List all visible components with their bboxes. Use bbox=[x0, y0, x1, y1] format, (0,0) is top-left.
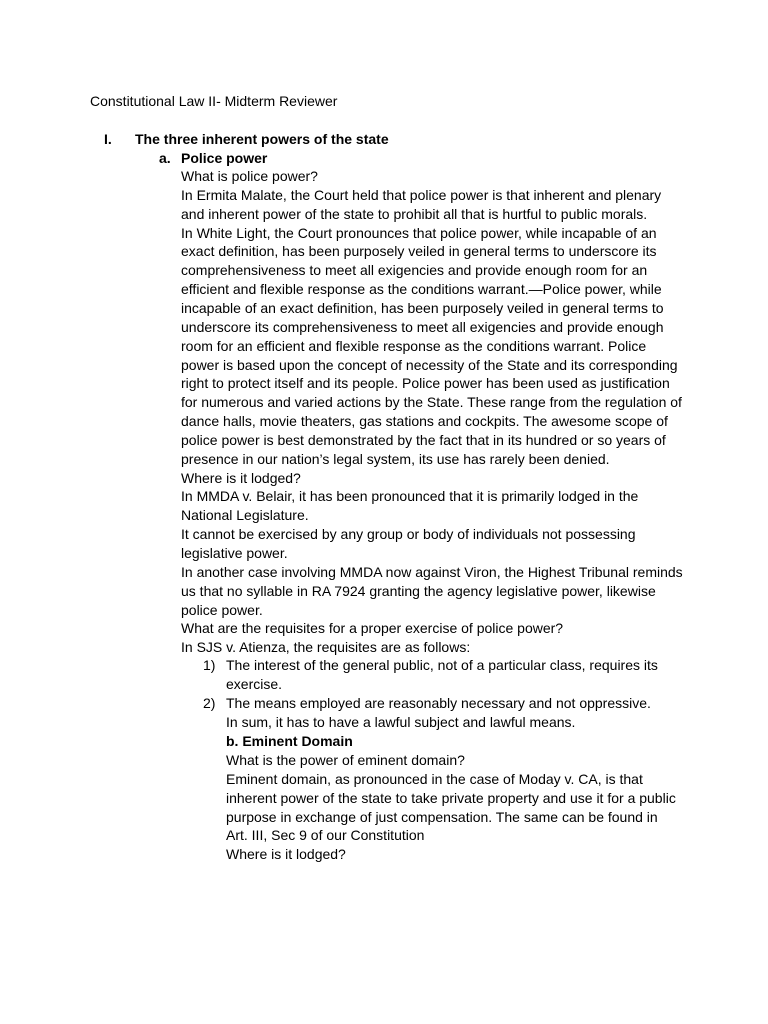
paragraph-line: inherent power of the state to take private property and use it for a public bbox=[226, 789, 676, 806]
paragraph-line: National Legislature. bbox=[181, 507, 309, 524]
paragraph-line: In Ermita Malate, the Court held that police power is that inherent and plenary bbox=[181, 186, 662, 203]
paragraph-line: right to protect itself and its people. Police power has been used as justification bbox=[181, 375, 670, 392]
paragraph-line: us that no syllable in RA 7924 granting the agency legislative power, likewise bbox=[181, 582, 656, 599]
paragraph-line: incapable of an exact definition, has been purposely veiled in general terms to bbox=[181, 299, 664, 316]
paragraph-line: Art. III, Sec 9 of our Constitution bbox=[226, 827, 425, 844]
paragraph-line: Eminent domain, as pronounced in the case of Moday v. CA, is that bbox=[226, 770, 643, 787]
requisite-1-number: 1) bbox=[203, 657, 216, 673]
section-heading: The three inherent powers of the state bbox=[135, 131, 389, 147]
section-numeral: I. bbox=[104, 131, 112, 147]
requisite-1-text: The interest of the general public, not of a particular class, requires its bbox=[226, 657, 658, 673]
paragraph-line: police power. bbox=[181, 601, 263, 618]
paragraph-line: presence in our nation’s legal system, its use has rarely been denied. bbox=[181, 450, 610, 467]
summary-line: In sum, it has to have a lawful subject and lawful means. bbox=[226, 714, 576, 730]
paragraph-line: room for an efficient and flexible response as the conditions warrant. Police bbox=[181, 337, 647, 354]
paragraph-line: comprehensiveness to meet all exigencies and provide enough room for an bbox=[181, 262, 648, 279]
paragraph-line: police power is best demonstrated by the fact that in its hundred or so years of bbox=[181, 431, 666, 448]
paragraph-line: What is police power? bbox=[181, 168, 318, 184]
paragraph-line: Where is it lodged? bbox=[226, 846, 346, 863]
requisite-1-text-cont: exercise. bbox=[226, 676, 283, 692]
paragraph-line: In SJS v. Atienza, the requisites are as follows: bbox=[181, 639, 471, 656]
paragraph-line: underscore its comprehensiveness to meet all exigencies and provide enough bbox=[181, 318, 664, 335]
paragraph-line: What are the requisites for a proper exercise of police power? bbox=[181, 620, 564, 637]
paragraph-line: In another case involving MMDA now against Viron, the Highest Tribunal reminds bbox=[181, 563, 683, 580]
subsection-a-heading: Police power bbox=[181, 150, 268, 166]
requisite-2-number: 2) bbox=[203, 695, 216, 711]
paragraph-line: In White Light, the Court pronounces that police power, while incapable of an bbox=[181, 224, 657, 241]
paragraph-line: In MMDA v. Belair, it has been pronounced that it is primarily lodged in the bbox=[181, 488, 639, 505]
subsection-a-letter: a. bbox=[159, 150, 171, 166]
requisite-2-text: The means employed are reasonably necessary and not oppressive. bbox=[226, 695, 651, 711]
document-title: Constitutional Law II- Midterm Reviewer bbox=[90, 93, 338, 109]
paragraph-line: exact definition, has been purposely veiled in general terms to underscore its bbox=[181, 243, 657, 260]
paragraph-line: and inherent power of the state to prohibit all that is hurtful to public morals. bbox=[181, 205, 648, 222]
paragraph-line: power is based upon the concept of necessity of the State and its corresponding bbox=[181, 356, 678, 373]
paragraph-line: for numerous and varied actions by the State. These range from the regulation of bbox=[181, 394, 682, 411]
paragraph-line: efficient and flexible response as the conditions warrant.—Police power, while bbox=[181, 281, 662, 298]
paragraph-line: Where is it lodged? bbox=[181, 469, 301, 486]
subsection-b-heading: b. Eminent Domain bbox=[226, 733, 353, 749]
paragraph-line: legislative power. bbox=[181, 545, 288, 561]
paragraph-line: It cannot be exercised by any group or body of individuals not possessing bbox=[181, 526, 636, 543]
paragraph-line: purpose in exchange of just compensation. The same can be found in bbox=[226, 808, 658, 825]
paragraph-line: What is the power of eminent domain? bbox=[226, 752, 465, 768]
paragraph-line: dance halls, movie theaters, gas stations and cockpits. The awesome scope of bbox=[181, 413, 668, 430]
